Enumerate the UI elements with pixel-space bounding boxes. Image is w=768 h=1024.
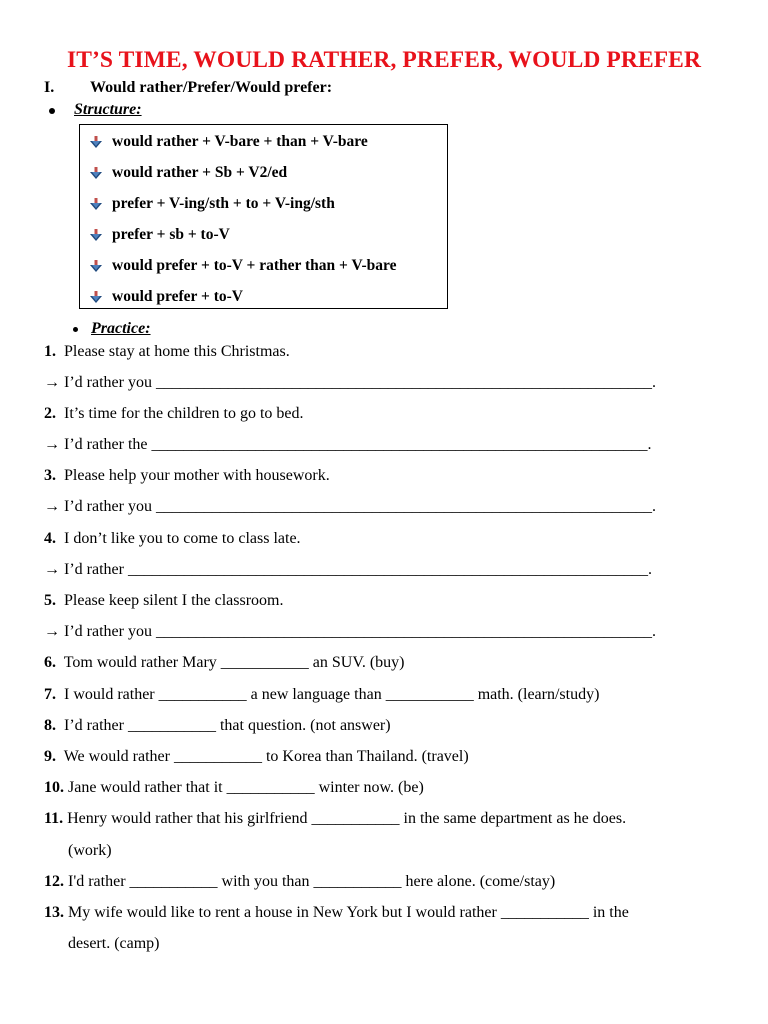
structure-line — [112, 257, 397, 275]
item-number: 3. — [44, 467, 56, 484]
practice-item — [44, 686, 599, 704]
answer-line[interactable]: → I’d rather you ______________________________________________________________. — [44, 623, 656, 640]
item-number: 8. — [44, 717, 56, 734]
item-number: 10. — [44, 779, 64, 796]
structure-line — [112, 195, 335, 213]
item-text[interactable]: Jane would rather that it ___________ winter now. (be) — [68, 779, 424, 796]
practice-item — [44, 748, 469, 766]
item-continuation: desert. (camp) — [68, 935, 160, 952]
section-heading — [44, 79, 332, 97]
structure-line-text: would rather + Sb + V2/ed — [112, 164, 288, 181]
practice-item — [44, 343, 290, 361]
item-text: Please stay at home this Christmas. — [64, 343, 290, 360]
bullet-dot-icon — [49, 108, 55, 114]
item-number: 6. — [44, 654, 56, 671]
structure-label-text: Structure: — [74, 101, 142, 118]
arrow-down-bullet-icon — [90, 291, 102, 303]
arrow-down-bullet-icon — [90, 260, 102, 272]
practice-item — [44, 592, 284, 610]
structure-line-text: would rather + V-bare + than + V-bare — [112, 133, 368, 150]
structure-box — [79, 124, 448, 309]
structure-line — [112, 288, 243, 306]
page-title: IT’S TIME, WOULD RATHER, PREFER, WOULD PREFER — [66, 47, 702, 73]
practice-item — [44, 405, 304, 423]
item-text: Please keep silent I the classroom. — [64, 592, 284, 609]
item-number: 1. — [44, 343, 56, 360]
bullet-dot-icon — [73, 327, 78, 332]
arrow-down-bullet-icon — [90, 136, 102, 148]
structure-line — [112, 226, 230, 244]
item-text[interactable]: My wife would like to rent a house in New York but I would rather ___________ in the — [68, 904, 629, 921]
section-heading-text: Would rather/Prefer/Would prefer: — [90, 79, 333, 96]
answer-line[interactable]: → I’d rather you ______________________________________________________________. — [44, 374, 656, 391]
practice-item — [44, 873, 555, 891]
structure-line-text: would prefer + to-V — [112, 288, 243, 305]
structure-line-text: prefer + V-ing/sth + to + V-ing/sth — [112, 195, 335, 212]
practice-item — [44, 717, 391, 735]
answer-line[interactable]: → I’d rather _________________________________________________________________. — [44, 561, 652, 578]
item-number: 13. — [44, 904, 64, 921]
practice-item — [44, 467, 330, 485]
structure-line-text: would prefer + to-V + rather than + V-bare — [112, 257, 397, 274]
practice-label — [91, 320, 151, 338]
item-text[interactable]: I would rather ___________ a new language than ___________ math. (learn/study) — [64, 686, 600, 703]
practice-item — [44, 530, 301, 548]
answer-line[interactable]: → I’d rather you ______________________________________________________________. — [44, 498, 656, 515]
structure-line — [112, 133, 368, 151]
item-continuation: (work) — [68, 842, 112, 859]
item-text[interactable]: Henry would rather that his girlfriend ___________ in the same department as he does. — [67, 810, 627, 827]
practice-item — [44, 810, 626, 828]
practice-item — [44, 654, 404, 672]
practice-item — [44, 779, 424, 797]
item-number: 5. — [44, 592, 56, 609]
practice-label-text: Practice: — [91, 320, 151, 337]
structure-line — [112, 164, 287, 182]
item-text[interactable]: I'd rather ___________ with you than ___________ here alone. (come/stay) — [68, 873, 556, 890]
item-number: 2. — [44, 405, 56, 422]
item-text[interactable]: We would rather ___________ to Korea than Thailand. (travel) — [63, 748, 469, 765]
item-number: 11. — [44, 810, 64, 827]
arrow-down-bullet-icon — [90, 198, 102, 210]
item-number: 12. — [44, 873, 64, 890]
arrow-down-bullet-icon — [90, 167, 102, 179]
item-number: 7. — [44, 686, 56, 703]
item-text[interactable]: I’d rather ___________ that question. (not answer) — [64, 717, 391, 734]
answer-line[interactable]: → I’d rather the ______________________________________________________________. — [44, 436, 652, 453]
structure-line-text: prefer + sb + to-V — [112, 226, 230, 243]
item-text: I don’t like you to come to class late. — [64, 530, 301, 547]
practice-item — [44, 904, 629, 922]
item-number: 9. — [44, 748, 56, 765]
item-text[interactable]: Tom would rather Mary ___________ an SUV. (buy) — [63, 654, 405, 671]
item-text: It’s time for the children to go to bed. — [64, 405, 304, 422]
section-number: I. — [44, 79, 55, 96]
item-number: 4. — [44, 530, 56, 547]
arrow-down-bullet-icon — [90, 229, 102, 241]
structure-label — [74, 101, 142, 119]
item-text: Please help your mother with housework. — [64, 467, 330, 484]
